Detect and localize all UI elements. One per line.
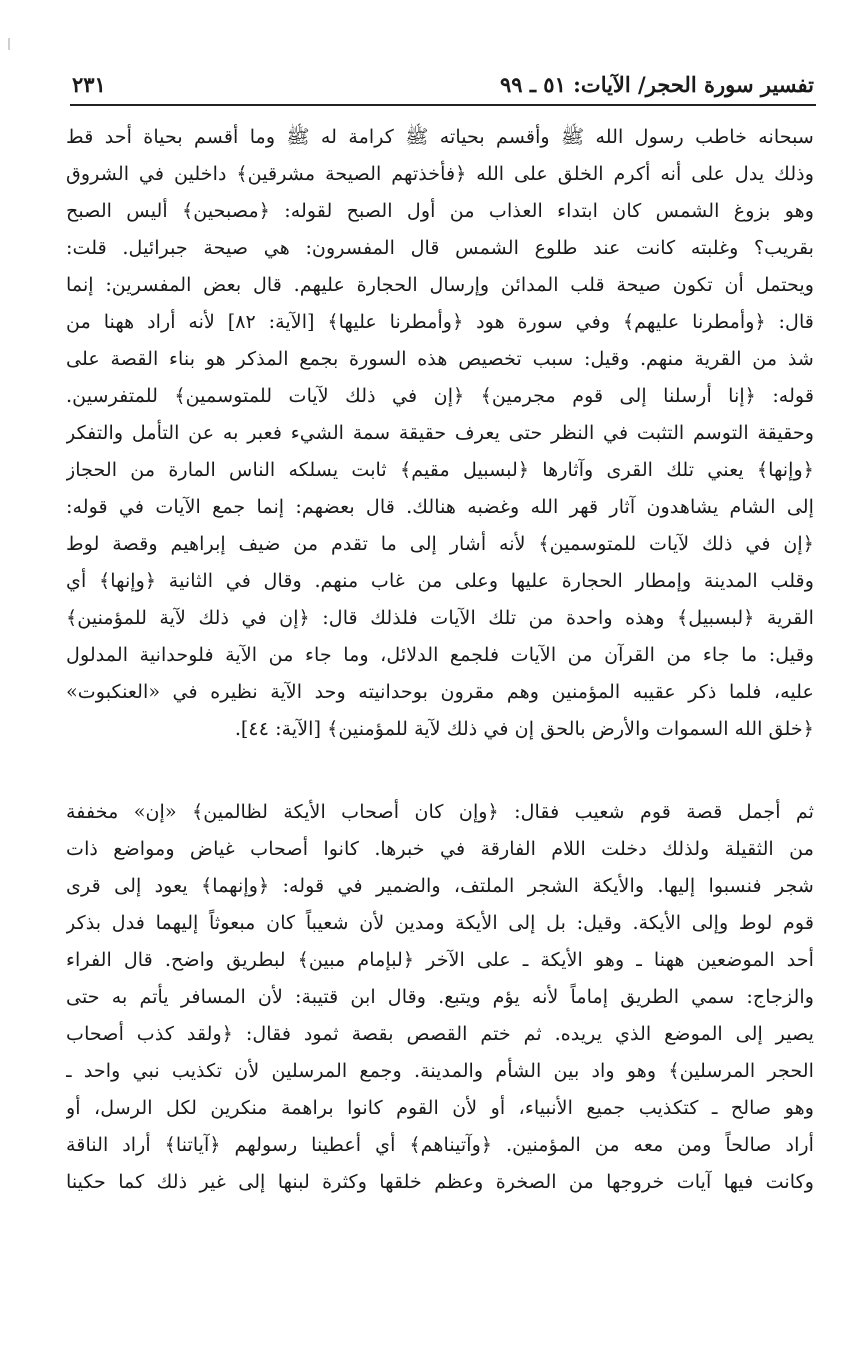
text-line: شجر فنسبوا إليها. والأيكة الشجر الملتف، والضمير في قوله: ﴿وإنهما﴾ يعود إلى قرى — [66, 874, 814, 897]
text-line: والزجاج: سمي الطريق إماماً لأنه يؤم ويتبع. وقال ابن قتيبة: لأن المسافر يأتم به حتى — [66, 985, 814, 1008]
text-line: سبحانه خاطب رسول الله ﷺ وأقسم بحياته ﷺ كرامة له ﷺ وما أقسم بحياة أحد قط — [66, 125, 814, 148]
paragraph-2 — [66, 793, 814, 1200]
text-line: وقلب المدينة وإمطار الحجارة عليها وعلى من غاب منهم. وقال في الثانية ﴿وإنها﴾ أي — [66, 569, 814, 592]
running-title: تفسير سورة الحجر/ الآيات: ٥١ ـ ٩٩ — [499, 71, 814, 97]
text-line: الحجر المرسلين﴾ وهو واد بين الشأم والمدينة. وجمع المرسلين لأن تكذيب نبي واحد ـ — [66, 1059, 814, 1082]
text-line: وهو صالح ـ كتكذيب جميع الأنبياء، أو لأن القوم كانوا براهمة منكرين لكل الرسل، أو — [66, 1096, 814, 1119]
text-line: ﴿وإنها﴾ يعني تلك القرى وآثارها ﴿لبسبيل مقيم﴾ ثابت يسلكه الناس المارة من الحجاز — [66, 458, 814, 481]
text-line: عليه، فلما ذكر عقيبه المؤمنين وهم مقرون بوحدانيته وحد الآية نظيره في «العنكبوت» — [66, 680, 814, 703]
scan-margin-mark — [8, 38, 10, 50]
header-rule — [70, 104, 816, 106]
text-line: من الثقيلة ولذلك دخلت اللام الفارقة في خبرها. كانوا أصحاب غياض ومواضع ذات — [66, 837, 814, 860]
text-line: قوله: ﴿إنا أرسلنا إلى قوم مجرمين﴾ ﴿إن في ذلك لآيات للمتوسمين﴾ للمتفرسين. — [66, 384, 814, 407]
text-line: ويحتمل أن تكون صيحة قلب المدائن وإرسال الحجارة عليهم. قال بعض المفسرين: إنما — [66, 273, 814, 296]
page-header — [72, 66, 814, 102]
text-line: بقريب؟ وغلبته كانت عند طلوع الشمس قال المفسرون: هي صيحة جبرائيل. قلت: — [66, 236, 814, 259]
text-line: وحقيقة التوسم التثبت في النظر حتى يعرف حقيقة سمة الشيء فعبر به عن التأمل والتفكر — [66, 421, 814, 444]
text-line: قال: ﴿وأمطرنا عليهم﴾ وفي سورة هود ﴿وأمطرنا عليها﴾ [الآية: ٨٢] لأنه أراد ههنا من — [66, 310, 814, 333]
text-line: وقيل: ما جاء من القرآن من الآيات فلجمع الدلائل، وما جاء من الآية فلوحدانية المدلول — [66, 643, 814, 666]
text-line: شذ من القرية منهم. وقيل: سبب تخصيص هذه السورة بجمع المذكر هو بناء القصة على — [66, 347, 814, 370]
text-line: أحد الموضعين ههنا ـ وهو الأيكة ـ على الآخر ﴿لبإمام مبين﴾ لبطريق واضح. قال الفراء — [66, 948, 814, 971]
page-body — [66, 118, 814, 1200]
text-line: وكانت فيها آيات خروجها من الصخرة وعظم خلقها وكثرة لبنها إلى غير ذلك كما حكينا — [66, 1170, 814, 1193]
paragraph-gap — [66, 747, 814, 793]
text-line: ثم أجمل قصة قوم شعيب فقال: ﴿وإن كان أصحاب الأيكة لظالمين﴾ «إن» مخففة — [66, 800, 814, 823]
text-line: ﴿إن في ذلك لآيات للمتوسمين﴾ لأنه أشار إلى ما تقدم من ضيف إبراهيم وقصة لوط — [66, 532, 814, 555]
text-line: إلى الشام يشاهدون آثار قهر الله وغضبه هنالك. قال بعضهم: إنما جمع الآيات في قوله: — [66, 495, 814, 518]
text-line: القرية ﴿لبسبيل﴾ وهذه واحدة من تلك الآيات فلذلك قال: ﴿إن في ذلك لآية للمؤمنين﴾ — [66, 606, 814, 629]
text-line: وهو بزوغ الشمس كان ابتداء العذاب من أول الصبح لقوله: ﴿مصبحين﴾ أليس الصبح — [66, 199, 814, 222]
text-line: يصير إلى الموضع الذي يريده. ثم ختم القصص بقصة ثمود فقال: ﴿ولقد كذب أصحاب — [66, 1022, 814, 1045]
text-line: أراد صالحاً ومن معه من المؤمنين. ﴿وآتيناهم﴾ أي أعطينا رسولهم ﴿آياتنا﴾ أراد الناقة — [66, 1133, 814, 1156]
page-number: ٢٣١ — [72, 71, 106, 97]
paragraph-1 — [66, 118, 814, 747]
text-line: ﴿خلق الله السموات والأرض بالحق إن في ذلك لآية للمؤمنين﴾ [الآية: ٤٤]. — [234, 717, 814, 740]
text-line: وذلك يدل على أنه أكرم الخلق على الله ﴿فأخذتهم الصيحة مشرقين﴾ داخلين في الشروق — [66, 162, 814, 185]
text-line: قوم لوط وإلى الأيكة. وقيل: بل إلى الأيكة ومدين لأن شعيباً كان مبعوثاً إليهما فدل بذكر — [66, 911, 814, 934]
